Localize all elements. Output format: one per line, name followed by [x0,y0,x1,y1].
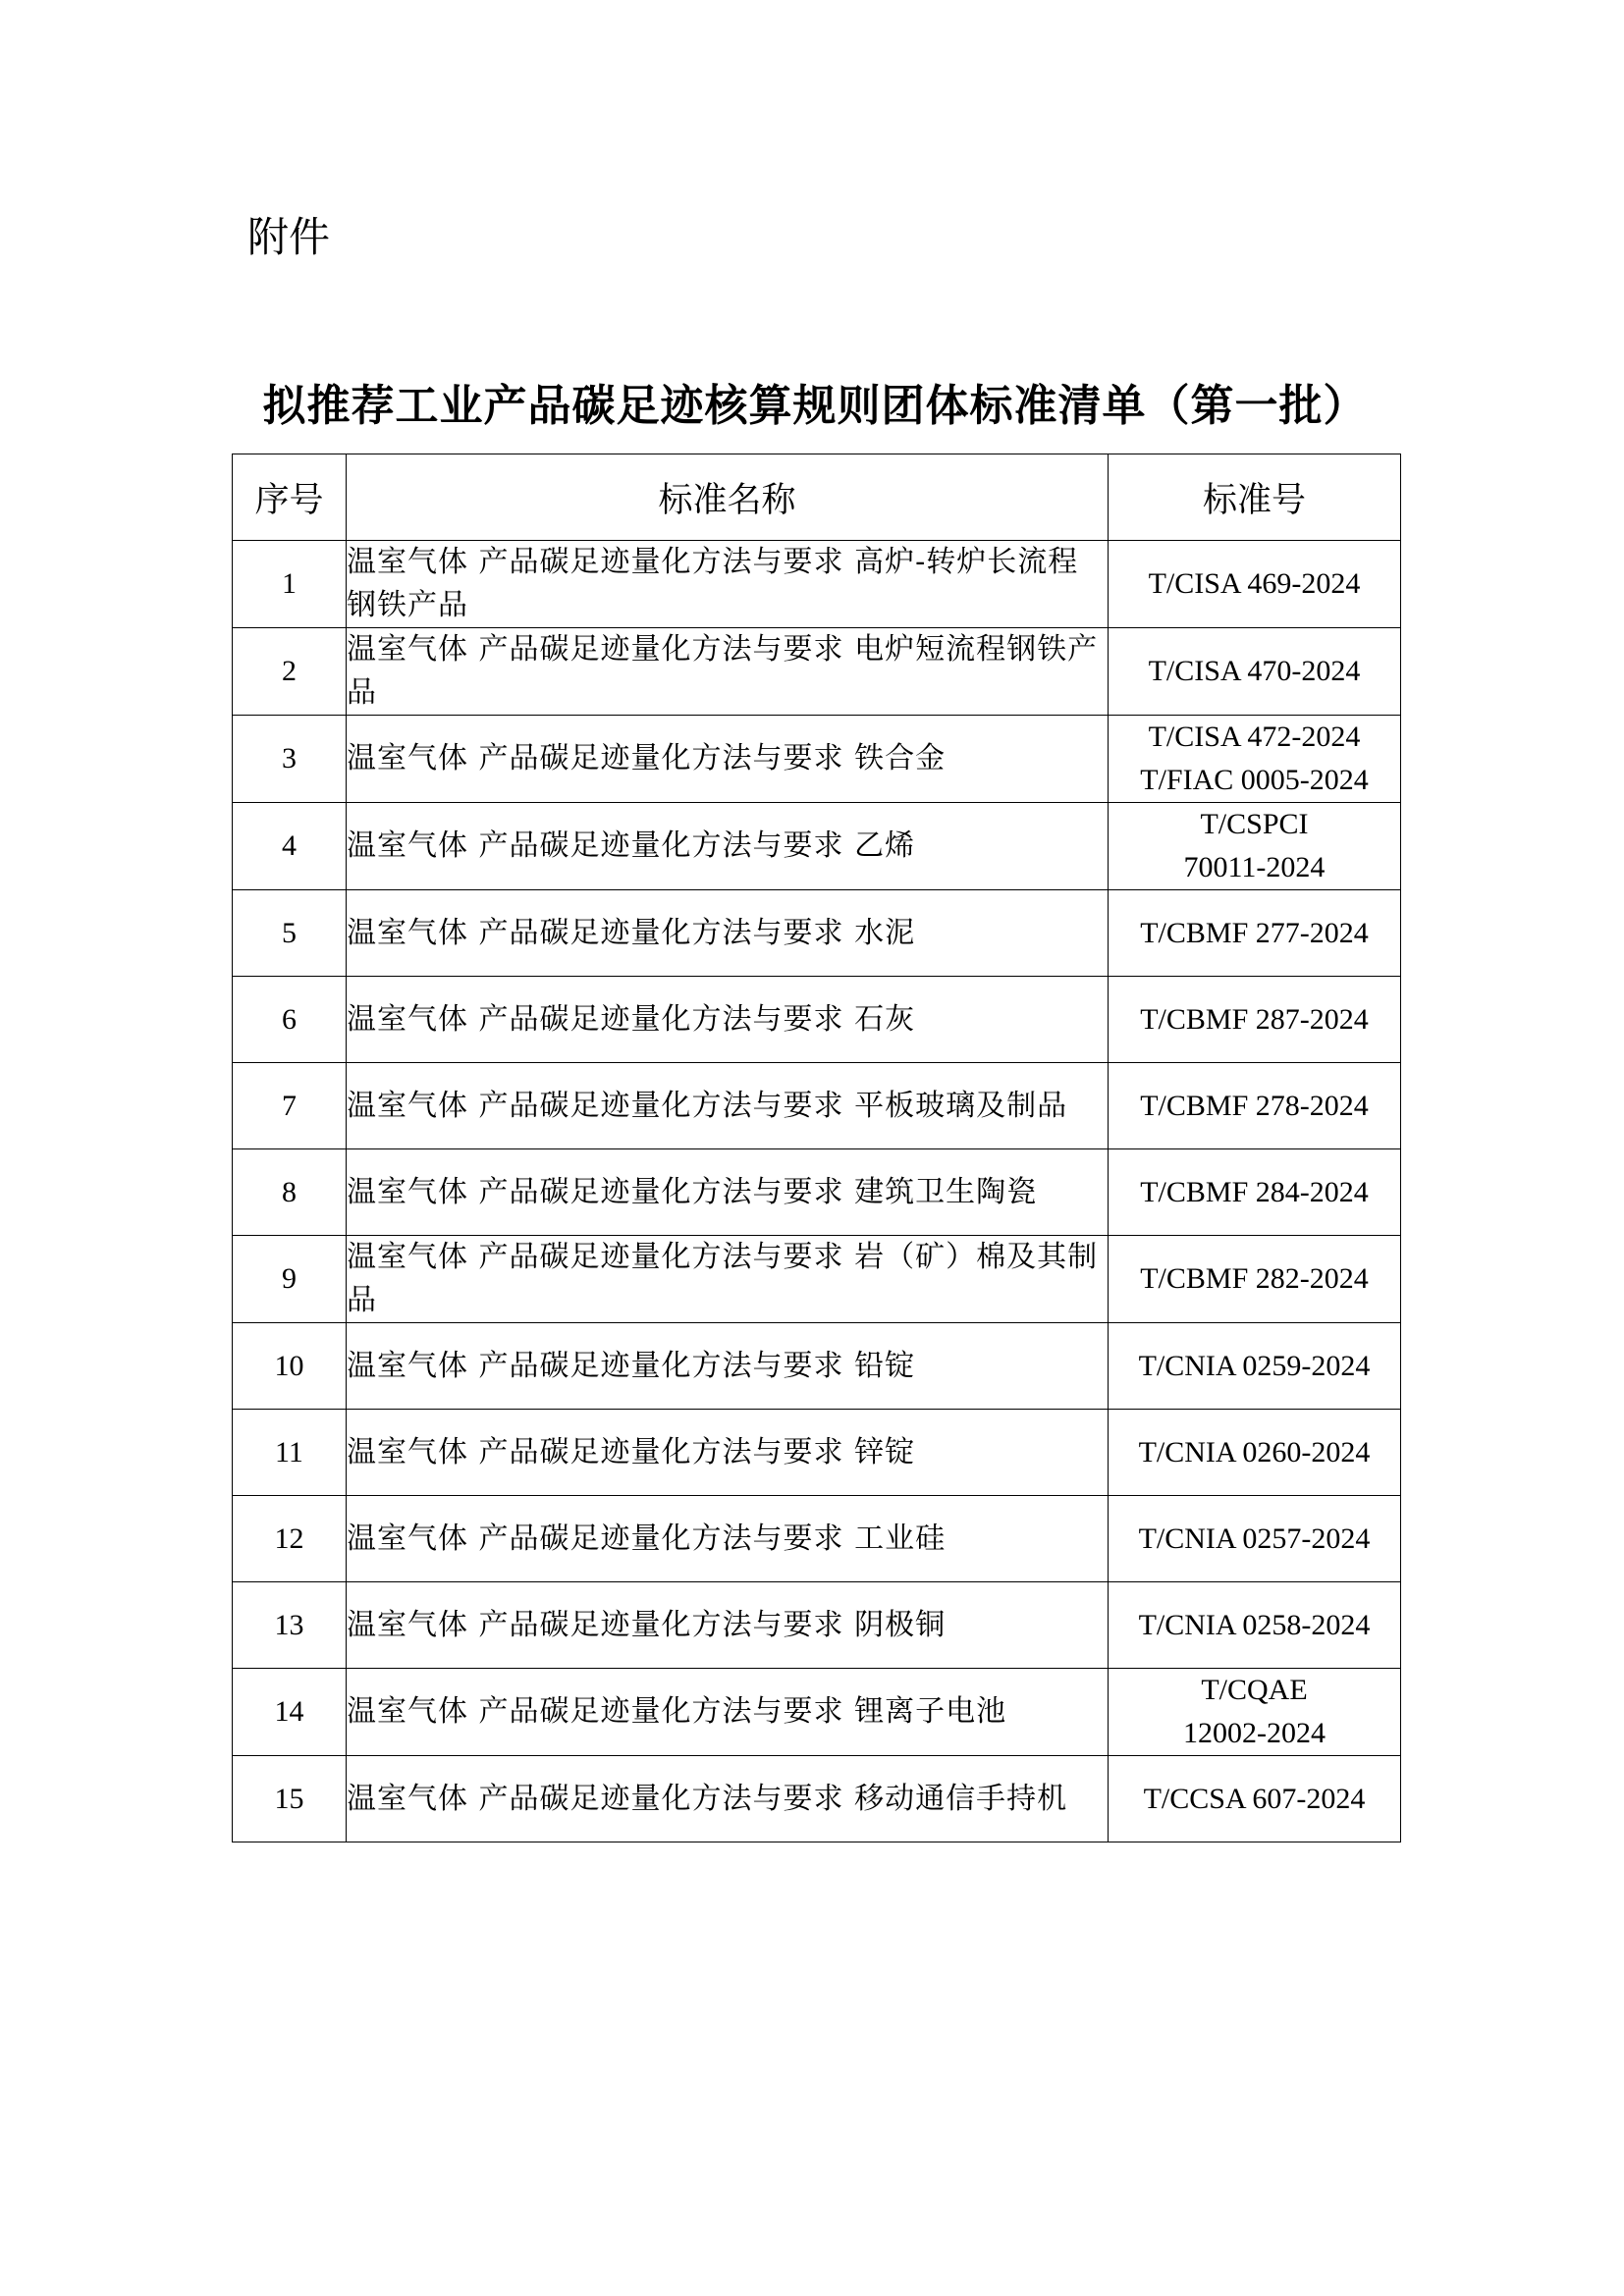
row-standard-code [1109,977,1401,1063]
standard-code-line: T/CSPCI [1200,808,1309,840]
row-serial-number: 2 [233,628,347,716]
table-row [233,803,1401,890]
standard-code-line: T/CBMF 277-2024 [1140,916,1369,949]
row-serial-number: 3 [233,716,347,803]
standard-code-line: T/CCSA 607-2024 [1143,1782,1366,1815]
row-standard-name: 温室气体 产品碳足迹量化方法与要求 乙烯 [347,803,1109,890]
standard-code-line: T/CISA 469-2024 [1148,567,1361,600]
standard-code-line: T/CBMF 278-2024 [1140,1089,1369,1122]
row-standard-code [1109,716,1401,803]
table-row [233,1496,1401,1582]
row-standard-name: 温室气体 产品碳足迹量化方法与要求 石灰 [347,977,1109,1063]
table-row [233,1063,1401,1149]
table-row [233,1410,1401,1496]
row-standard-code [1109,803,1401,890]
row-serial-number: 4 [233,803,347,890]
standard-code-line: T/CNIA 0258-2024 [1138,1608,1371,1641]
row-standard-code [1109,1236,1401,1323]
standard-code-line: T/CISA 472-2024 [1148,721,1361,753]
standard-code-line: T/CBMF 284-2024 [1140,1175,1369,1208]
table-row [233,977,1401,1063]
row-standard-code [1109,1582,1401,1669]
standard-code-line: 70011-2024 [1183,851,1326,883]
row-serial-number: 12 [233,1496,347,1582]
header-serial-number: 序号 [233,454,347,541]
table-row [233,541,1401,628]
row-standard-name: 温室气体 产品碳足迹量化方法与要求 高炉-转炉长流程钢铁产品 [347,541,1109,628]
table-row [233,1149,1401,1236]
row-standard-name: 温室气体 产品碳足迹量化方法与要求 工业硅 [347,1496,1109,1582]
row-standard-name: 温室气体 产品碳足迹量化方法与要求 水泥 [347,890,1109,977]
standard-code-line: T/CISA 470-2024 [1148,655,1361,687]
row-standard-name: 温室气体 产品碳足迹量化方法与要求 铁合金 [347,716,1109,803]
row-standard-code [1109,1149,1401,1236]
row-serial-number: 8 [233,1149,347,1236]
row-standard-code [1109,1323,1401,1410]
row-standard-code [1109,890,1401,977]
row-serial-number: 13 [233,1582,347,1669]
row-serial-number: 1 [233,541,347,628]
row-serial-number: 11 [233,1410,347,1496]
table-row [233,1582,1401,1669]
table-header-row [233,454,1401,541]
standard-code-line: 12002-2024 [1183,1717,1326,1749]
row-standard-code [1109,541,1401,628]
standards-table [232,454,1401,1842]
row-standard-name: 温室气体 产品碳足迹量化方法与要求 岩（矿）棉及其制品 [347,1236,1109,1323]
standard-code-line: T/FIAC 0005-2024 [1140,764,1369,796]
header-standard-name: 标准名称 [347,454,1109,541]
row-standard-name: 温室气体 产品碳足迹量化方法与要求 移动通信手持机 [347,1756,1109,1842]
row-serial-number: 15 [233,1756,347,1842]
standard-code-line: T/CBMF 287-2024 [1140,1002,1369,1036]
table-body [233,541,1401,1842]
row-standard-name: 温室气体 产品碳足迹量化方法与要求 电炉短流程钢铁产品 [347,628,1109,716]
row-standard-name: 温室气体 产品碳足迹量化方法与要求 锌锭 [347,1410,1109,1496]
row-serial-number: 5 [233,890,347,977]
table-row [233,1236,1401,1323]
row-serial-number: 14 [233,1669,347,1756]
table-row [233,1323,1401,1410]
row-standard-name: 温室气体 产品碳足迹量化方法与要求 阴极铜 [347,1582,1109,1669]
row-standard-code [1109,1063,1401,1149]
standard-code-line: T/CQAE [1201,1674,1308,1706]
table-row [233,890,1401,977]
row-standard-name: 温室气体 产品碳足迹量化方法与要求 铅锭 [347,1323,1109,1410]
row-standard-name: 温室气体 产品碳足迹量化方法与要求 平板玻璃及制品 [347,1063,1109,1149]
attachment-label: 附件 [247,213,331,261]
row-serial-number: 10 [233,1323,347,1410]
row-standard-name: 温室气体 产品碳足迹量化方法与要求 建筑卫生陶瓷 [347,1149,1109,1236]
row-serial-number: 9 [233,1236,347,1323]
table-row [233,716,1401,803]
table-row [233,1756,1401,1842]
document-title: 拟推荐工业产品碳足迹核算规则团体标准清单（第一批） [262,381,1368,431]
standard-code-line: T/CNIA 0260-2024 [1138,1435,1371,1468]
standard-code-line: T/CBMF 282-2024 [1140,1262,1369,1295]
row-standard-code [1109,628,1401,716]
row-serial-number: 7 [233,1063,347,1149]
row-standard-code [1109,1496,1401,1582]
header-standard-code: 标准号 [1109,454,1401,541]
table-row [233,1669,1401,1756]
row-serial-number: 6 [233,977,347,1063]
row-standard-code [1109,1410,1401,1496]
row-standard-name: 温室气体 产品碳足迹量化方法与要求 锂离子电池 [347,1669,1109,1756]
row-standard-code [1109,1756,1401,1842]
standard-code-line: T/CNIA 0259-2024 [1138,1349,1371,1382]
table-row [233,628,1401,716]
row-standard-code [1109,1669,1401,1756]
standard-code-line: T/CNIA 0257-2024 [1138,1522,1371,1555]
